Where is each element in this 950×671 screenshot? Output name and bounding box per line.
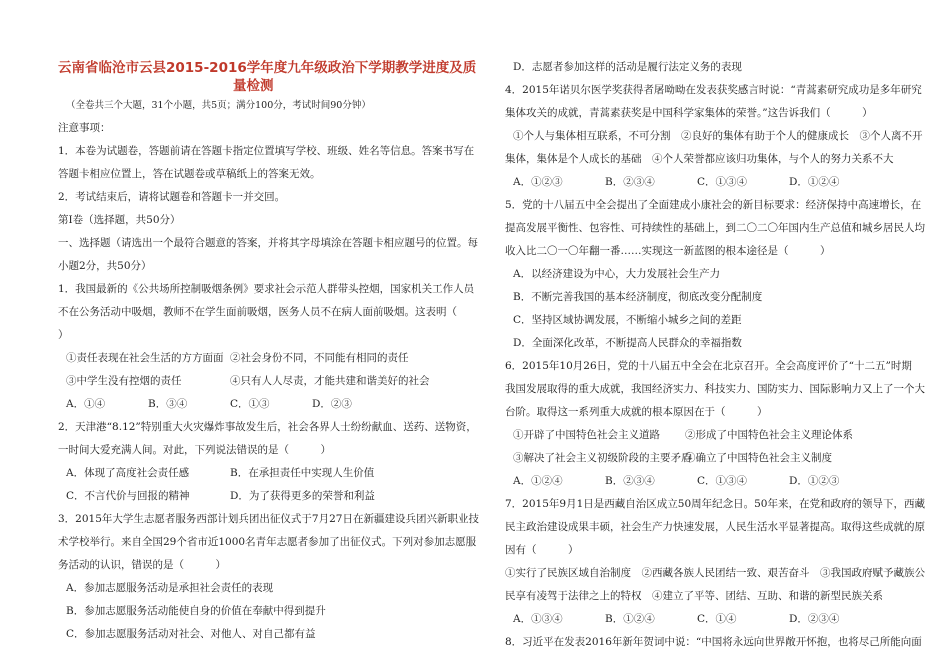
- q2-option-c: C．不言代价与回报的精神: [66, 490, 190, 502]
- q7-option-d: D．②③④: [789, 613, 840, 625]
- question-2-line-2: 一时间大爱充满人间。对此，下列说法错误的是（ ）: [58, 444, 331, 456]
- question-1-line-2: 不在公务活动中吸烟，教师不在学生面前吸烟，医务人员不在病人面前吸烟。这表明（: [58, 306, 457, 318]
- q4-option-d: D．①②④: [789, 176, 840, 188]
- question-5-line-2: 提高发展平衡性、包容性、可持续性的基础上，到二〇二〇年国内生产总值和城乡居民人均: [505, 222, 925, 234]
- section-instructions: 一、选择题（请选出一个最符合题意的答案，并将其字母填涂在答题卡相应题号的位置。每: [58, 237, 478, 249]
- page-title-continued: 量检测: [233, 78, 274, 94]
- question-5: 5．党的十八届五中全会提出了全面建成小康社会的新目标要求：经济保持中高速增长，在: [505, 199, 922, 211]
- q6-statement-1: ①开辟了中国特色社会主义道路: [513, 429, 660, 441]
- q1-statement-3: ③中学生没有控烟的责任: [66, 375, 182, 387]
- note-1-continued: 答题卡相应位置上，答在试题卷或草稿纸上的答案无效。: [58, 168, 321, 180]
- q7-statements-continued: 民享有凌驾于法律之上的特权 ④建立了平等、团结、互助、和谐的新型民族关系: [505, 590, 883, 602]
- question-3: 3．2015年大学生志愿者服务西部计划兵团出征仪式于7月27日在新疆建设兵团兴新职业技: [58, 513, 479, 525]
- q6-option-b: B．②③④: [605, 475, 655, 487]
- q4-option-c: C．①③④: [697, 176, 748, 188]
- q5-option-d: D．全面深化改革，不断提高人民群众的幸福指数: [513, 337, 742, 349]
- note-1: 1．本卷为试题卷，答题前请在答题卡指定位置填写学校、班级、姓名等信息。答案书写在: [58, 145, 475, 157]
- q4-option-b: B．②③④: [605, 176, 655, 188]
- question-2: 2．天津港“8.12”特别重大火灾爆炸事故发生后，社会各界人士纷纷献血、送药、送物资，: [58, 421, 477, 433]
- q1-statement-2: ②社会身份不同，不同能有相同的责任: [230, 352, 409, 364]
- page-title: 云南省临沧市云县2015-2016学年度九年级政治下学期教学进度及质: [58, 60, 477, 76]
- q5-option-c: C．坚持区域协调发展，不断缩小城乡之间的差距: [513, 314, 742, 326]
- q1-option-d: D．②③: [312, 398, 352, 410]
- q3-option-b: B．参加志愿服务活动能使自身的价值在奉献中得到提升: [66, 605, 326, 617]
- exam-info: （全卷共三个大题，31个小题，共5页；满分100分，考试时间90分钟）: [66, 100, 371, 111]
- q3-option-a: A．参加志愿服务活动是承担社会责任的表现: [66, 582, 274, 594]
- q6-statement-2: ②形成了中国特色社会主义理论体系: [685, 429, 853, 441]
- q1-statement-1: ①责任表现在社会生活的方方面面: [66, 352, 224, 364]
- q3-option-d: D．志愿者参加这样的活动是履行法定义务的表现: [513, 61, 742, 73]
- question-7-line-3: 因有（ ）: [505, 544, 579, 556]
- q6-option-c: C．①③④: [697, 475, 748, 487]
- q4-option-a: A．①②③: [513, 176, 563, 188]
- question-1-line-3: ）: [58, 329, 69, 341]
- question-3-line-2: 术学校举行。来自全国29个省市近1000名青年志愿者参加了出征仪式。下列对参加志愿服: [58, 536, 477, 548]
- q2-option-a: A．体现了高度社会责任感: [66, 467, 190, 479]
- q2-option-b: B．在承担责任中实现人生价值: [230, 467, 375, 479]
- part-heading: 第Ⅰ卷（选择题，共50分）: [58, 214, 181, 226]
- q1-option-b: B．③④: [148, 398, 188, 410]
- q6-statement-3: ③解决了社会主义初级阶段的主要矛盾: [513, 452, 692, 464]
- q2-option-d: D．为了获得更多的荣誉和利益: [230, 490, 375, 502]
- q1-option-a: A．①④: [66, 398, 106, 410]
- question-7-line-2: 民主政治建设成果丰硕，社会生产力快速发展，人民生活水平显著提高。取得这些成就的原: [505, 521, 925, 533]
- q1-statement-4: ④只有人人尽责，才能共建和谐美好的社会: [230, 375, 430, 387]
- question-5-line-3: 收入比二〇一〇年翻一番……实现这一新蓝图的根本途径是（ ）: [505, 245, 831, 257]
- q1-option-c: C．①③: [230, 398, 270, 410]
- notes-heading: 注意事项：: [58, 122, 111, 134]
- question-6-line-2: 我国发展取得的重大成就，我国经济实力、科技实力、国防实力、国际影响力又上了一个大: [505, 383, 925, 395]
- question-1: 1．我国最新的《公共场所控制吸烟条例》要求社会示范人群带头控烟，国家机关工作人员: [58, 283, 475, 295]
- q4-statements: ①个人与集体相互联系，不可分割 ②良好的集体有助于个人的健康成长 ③个人离不开: [513, 130, 923, 142]
- question-6: 6．2015年10月26日，党的十八届五中全会在北京召开。全会高度评价了“十二五”时期: [505, 360, 912, 372]
- question-4: 4．2015年诺贝尔医学奖获得者屠呦呦在发表获奖感言时说：“青蒿素研究成功是多年研究: [505, 84, 922, 96]
- q6-option-a: A．①②④: [513, 475, 563, 487]
- q7-option-b: B．①②④: [605, 613, 655, 625]
- question-7: 7．2015年9月1日是西藏自治区成立50周年纪念日。50年来，在党和政府的领导下，西藏: [505, 498, 925, 510]
- question-4-line-2: 集体攻关的成就，青蒿素获奖是中国科学家集体的荣誉。”这告诉我们（ ）: [505, 107, 873, 119]
- q6-statement-4: ④确立了中国特色社会主义制度: [685, 452, 832, 464]
- q5-option-a: A．以经济建设为中心，大力发展社会生产力: [513, 268, 721, 280]
- question-6-line-3: 台阶。取得这一系列重大成就的根本原因在于（ ）: [505, 406, 768, 418]
- q3-option-c: C．参加志愿服务活动对社会、对他人、对自己都有益: [66, 628, 316, 640]
- section-instructions-continued: 小题2分，共50分）: [58, 260, 152, 272]
- q7-statements: ①实行了民族区域自治制度 ②西藏各族人民团结一致、艰苦奋斗 ③我国政府赋予藏族公: [505, 567, 925, 579]
- q7-option-a: A．①③④: [513, 613, 563, 625]
- q6-option-d: D．①②③: [789, 475, 840, 487]
- note-2: 2．考试结束后，请将试题卷和答题卡一并交回。: [58, 191, 286, 203]
- question-8: 8．习近平在发表2016年新年贺词中说：“中国将永远向世界敞开怀抱，也将尽己所能向面: [505, 636, 922, 648]
- q4-statements-continued: 集体，集体是个人成长的基础 ④个人荣誉都应该归功集体，与个人的努力关系不大: [505, 153, 894, 165]
- q7-option-c: C．①④: [697, 613, 737, 625]
- question-3-line-3: 务活动的认识，错误的是（ ）: [58, 559, 226, 571]
- q5-option-b: B．不断完善我国的基本经济制度，彻底改变分配制度: [513, 291, 763, 303]
